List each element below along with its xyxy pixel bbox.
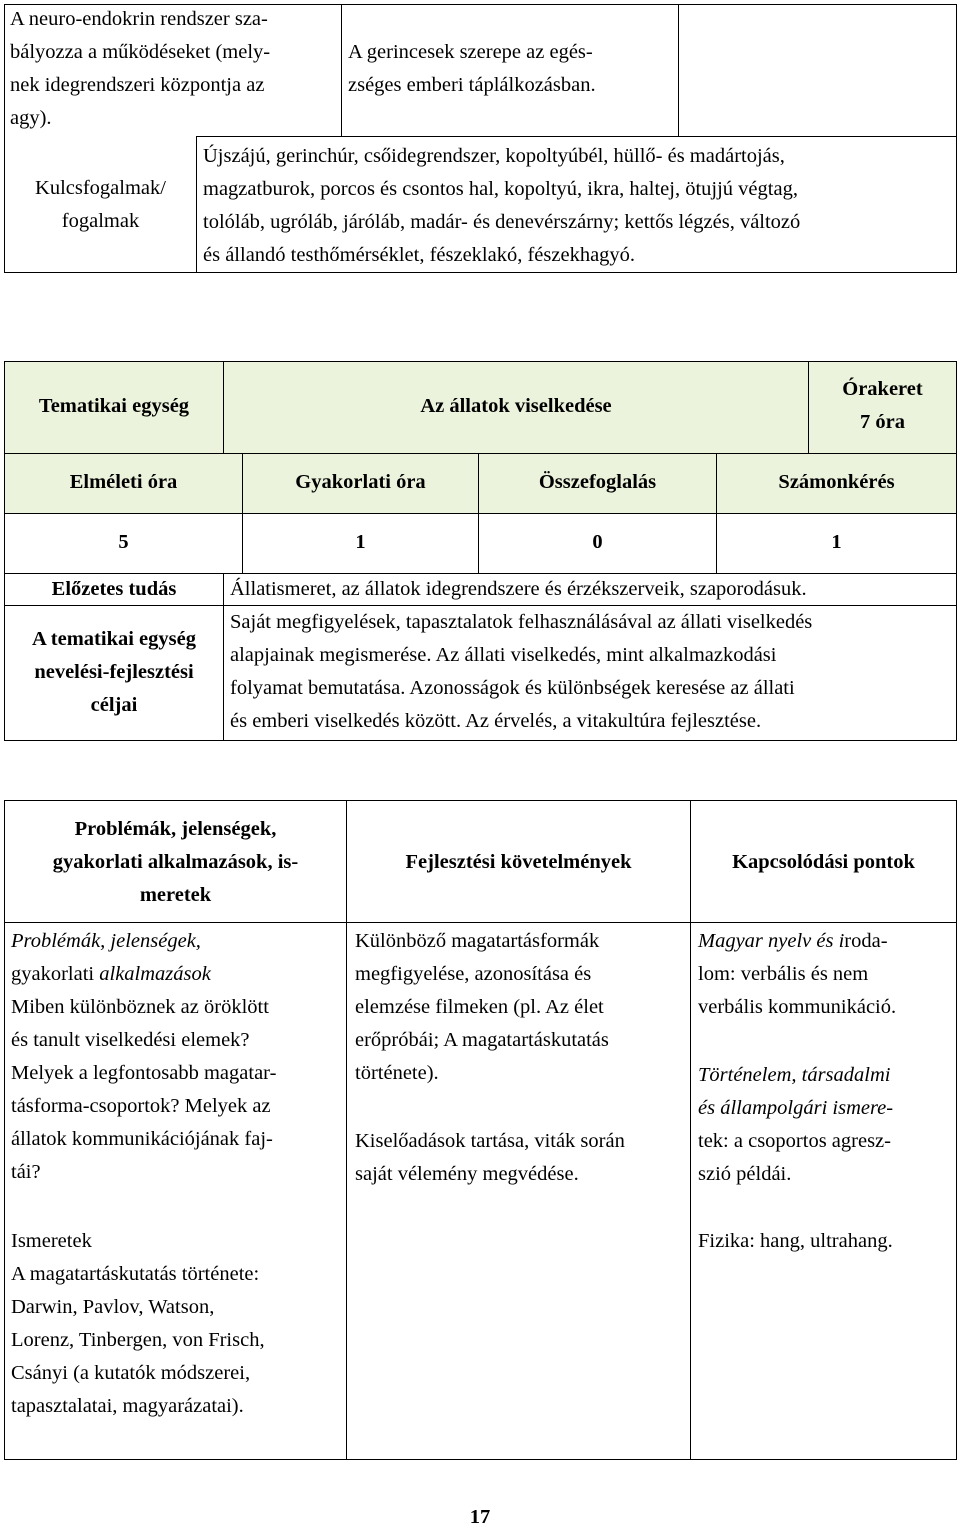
hours-label: Órakeret bbox=[842, 378, 923, 400]
page-number: 17 bbox=[469, 1506, 491, 1528]
header-practice: Gyakorlati óra bbox=[295, 471, 426, 493]
knowledge-title: Ismeretek bbox=[11, 1230, 92, 1252]
header-summary: Összefoglalás bbox=[538, 471, 657, 493]
theme-label: Tematikai egység bbox=[38, 395, 190, 417]
value-summary: 0 bbox=[592, 531, 603, 553]
prior-knowledge-label: Előzetes tudás bbox=[51, 578, 177, 600]
theme-title: Az állatok viselkedése bbox=[420, 395, 612, 417]
header-connections: Kapcsolódási pontok bbox=[732, 851, 915, 873]
header-theory: Elméleti óra bbox=[69, 471, 178, 493]
header-requirements: Fejlesztési követelmények bbox=[405, 851, 632, 873]
value-theory: 5 bbox=[118, 531, 129, 553]
value-practice: 1 bbox=[355, 531, 366, 553]
header-assessment: Számonkérés bbox=[778, 471, 895, 493]
hours-value: 7 óra bbox=[860, 411, 905, 433]
value-assessment: 1 bbox=[831, 531, 842, 553]
prior-knowledge-text: Állatismeret, az állatok idegrendszere és érzékszerveik, szaporodásuk. bbox=[230, 578, 807, 600]
